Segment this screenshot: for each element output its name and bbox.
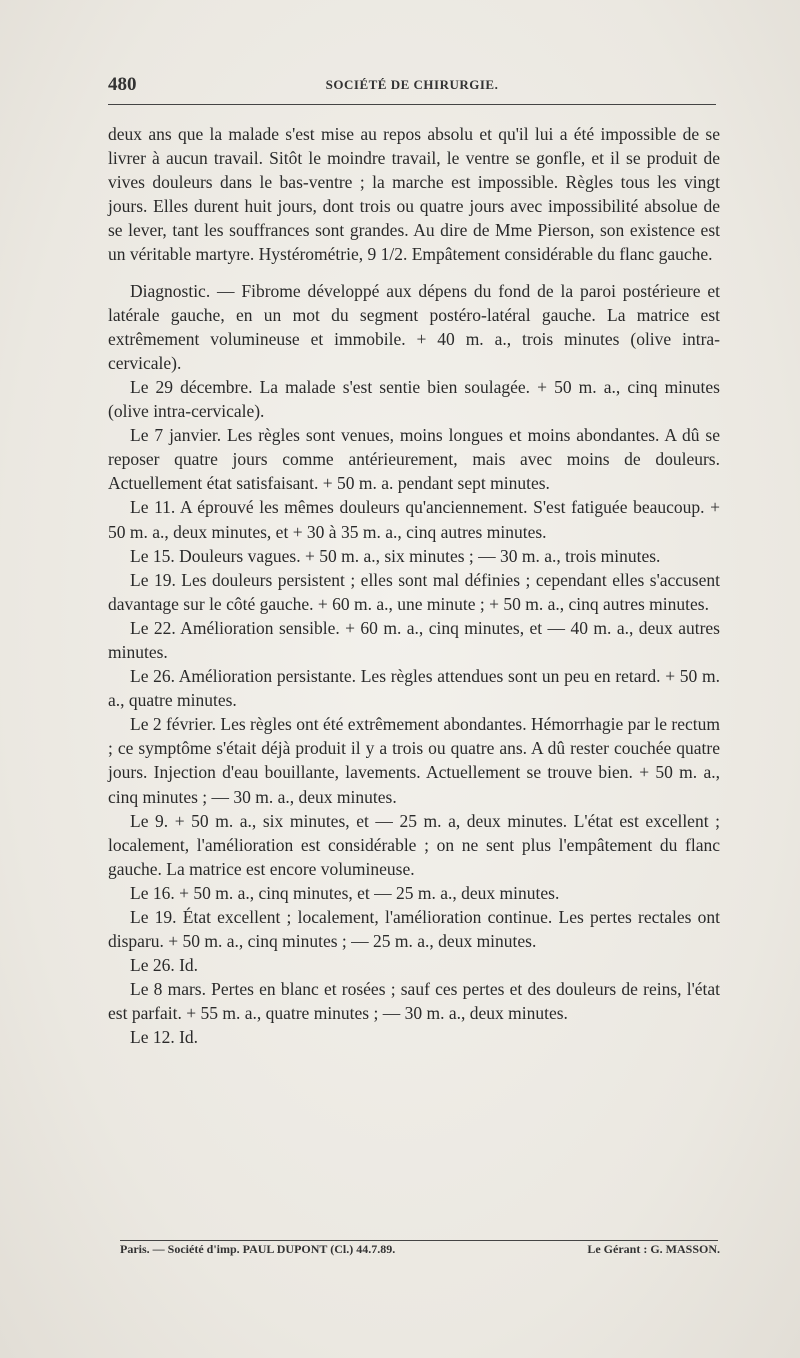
body-text bbox=[108, 122, 720, 1050]
paragraph-9: Le 9. + 50 m. a., six minutes, et — 25 m. a, deux minutes. L'état est excellent ; localement, l'amélioration est considérable ; on ne sent plus l'empâtement du flanc gauche. La matrice est encore volumineuse. bbox=[108, 810, 720, 879]
paragraph-26-janvier: Le 26. Amélioration persistante. Les règles attendues sont un peu en retard. + 50 m. a., quatre minutes. bbox=[108, 666, 720, 711]
paragraph-29-decembre: Le 29 décembre. La malade s'est sentie bien soulagée. + 50 m. a., cinq minutes (olive intra-cervicale). bbox=[108, 376, 720, 422]
paragraph-15: Le 15. Douleurs vagues. + 50 m. a., six minutes ; — 30 m. a., trois minutes. bbox=[130, 545, 661, 566]
paragraph-19-fevrier: Le 19. État excellent ; localement, l'amélioration continue. Les pertes rectales ont disparu. + 50 m. a., cinq minutes ; — 25 m. a., deux minutes. bbox=[108, 907, 720, 952]
paragraph-7-janvier: Le 7 janvier. Les règles sont venues, moins longues et moins abondantes. A dû se reposer quatre jours comme antérieurement, mais avec moins de douleurs. Actuellement état satisfaisant. + 50 m. a. pendant sept minutes. bbox=[108, 425, 720, 494]
footer-rule-right bbox=[528, 1240, 718, 1241]
paragraph-19-janvier: Le 19. Les douleurs persistent ; elles sont mal définies ; cependant elles s'accusent davantage sur le côté gauche. + 60 m. a., une minute ; + 50 m. a., cinq autres minutes. bbox=[108, 569, 720, 614]
page-footer bbox=[120, 1242, 720, 1260]
page-number: 480 bbox=[108, 74, 137, 95]
paragraph-diagnostic: Diagnostic. — Fibrome développé aux dépens du fond de la paroi postérieure et latérale gauche, en un mot du segment postéro-latéral gauche. La matrice est extrêmement volumineuse et immobile. + 40 m. a., trois minutes (olive intra-cervicale). bbox=[108, 280, 720, 373]
page-header bbox=[108, 74, 716, 102]
header-rule bbox=[108, 104, 716, 105]
footer-rule-left bbox=[120, 1240, 530, 1241]
manager-credit: Le Gérant : G. MASSON. bbox=[587, 1242, 720, 1256]
paragraph-26-fevrier: Le 26. Id. bbox=[130, 955, 199, 976]
printer-imprint: Paris. — Société d'imp. PAUL DUPONT (Cl.) 44.7.89. bbox=[120, 1242, 396, 1256]
paragraph-2-fevrier: Le 2 février. Les règles ont été extrêmement abondantes. Hémorrhagie par le rectum ; ce symptôme s'était déjà produit il y a trois ou quatre ans. A dû rester couchée quatre jours. Injection d'eau bouillante, lavements. Actuellement se trouve bien. + 50 m. a., cinq minutes ; — 30 m. a., deux minutes. bbox=[108, 714, 720, 807]
paragraph-16: Le 16. + 50 m. a., cinq minutes, et — 25 m. a., deux minutes. bbox=[130, 882, 560, 903]
running-title: SOCIÉTÉ DE CHIRURGIE. bbox=[325, 77, 499, 92]
paragraph-continuation: deux ans que la malade s'est mise au repos absolu et qu'il lui a été impossible de se livrer à aucun travail. Sitôt le moindre travail, le ventre se gonfle, et il se produit de vives douleurs dans le bas-ventre ; la marche est impossible. Règles tous les vingt jours. Elles durent huit jours, dont trois ou quatre jours avec impossibilité absolue de se lever, tant les souffrances sont grandes. Au dire de Mme Pierson, son existence est un véritable martyre. Hystérométrie, 9 1/2. Empâtement considérable du flanc gauche. bbox=[108, 124, 720, 265]
paragraph-8-mars: Le 8 mars. Pertes en blanc et rosées ; sauf ces pertes et des douleurs de reins, l'état est parfait. + 55 m. a., quatre minutes ; — 30 m. a., deux minutes. bbox=[108, 979, 720, 1024]
paragraph-11: Le 11. A éprouvé les mêmes douleurs qu'anciennement. S'est fatiguée beaucoup. + 50 m. a., deux minutes, et + 30 à 35 m. a., cinq autres minutes. bbox=[108, 497, 720, 542]
paragraph-22: Le 22. Amélioration sensible. + 60 m. a., cinq minutes, et — 40 m. a., deux autres minutes. bbox=[108, 617, 720, 662]
paragraph-12-mars: Le 12. Id. bbox=[130, 1027, 199, 1048]
